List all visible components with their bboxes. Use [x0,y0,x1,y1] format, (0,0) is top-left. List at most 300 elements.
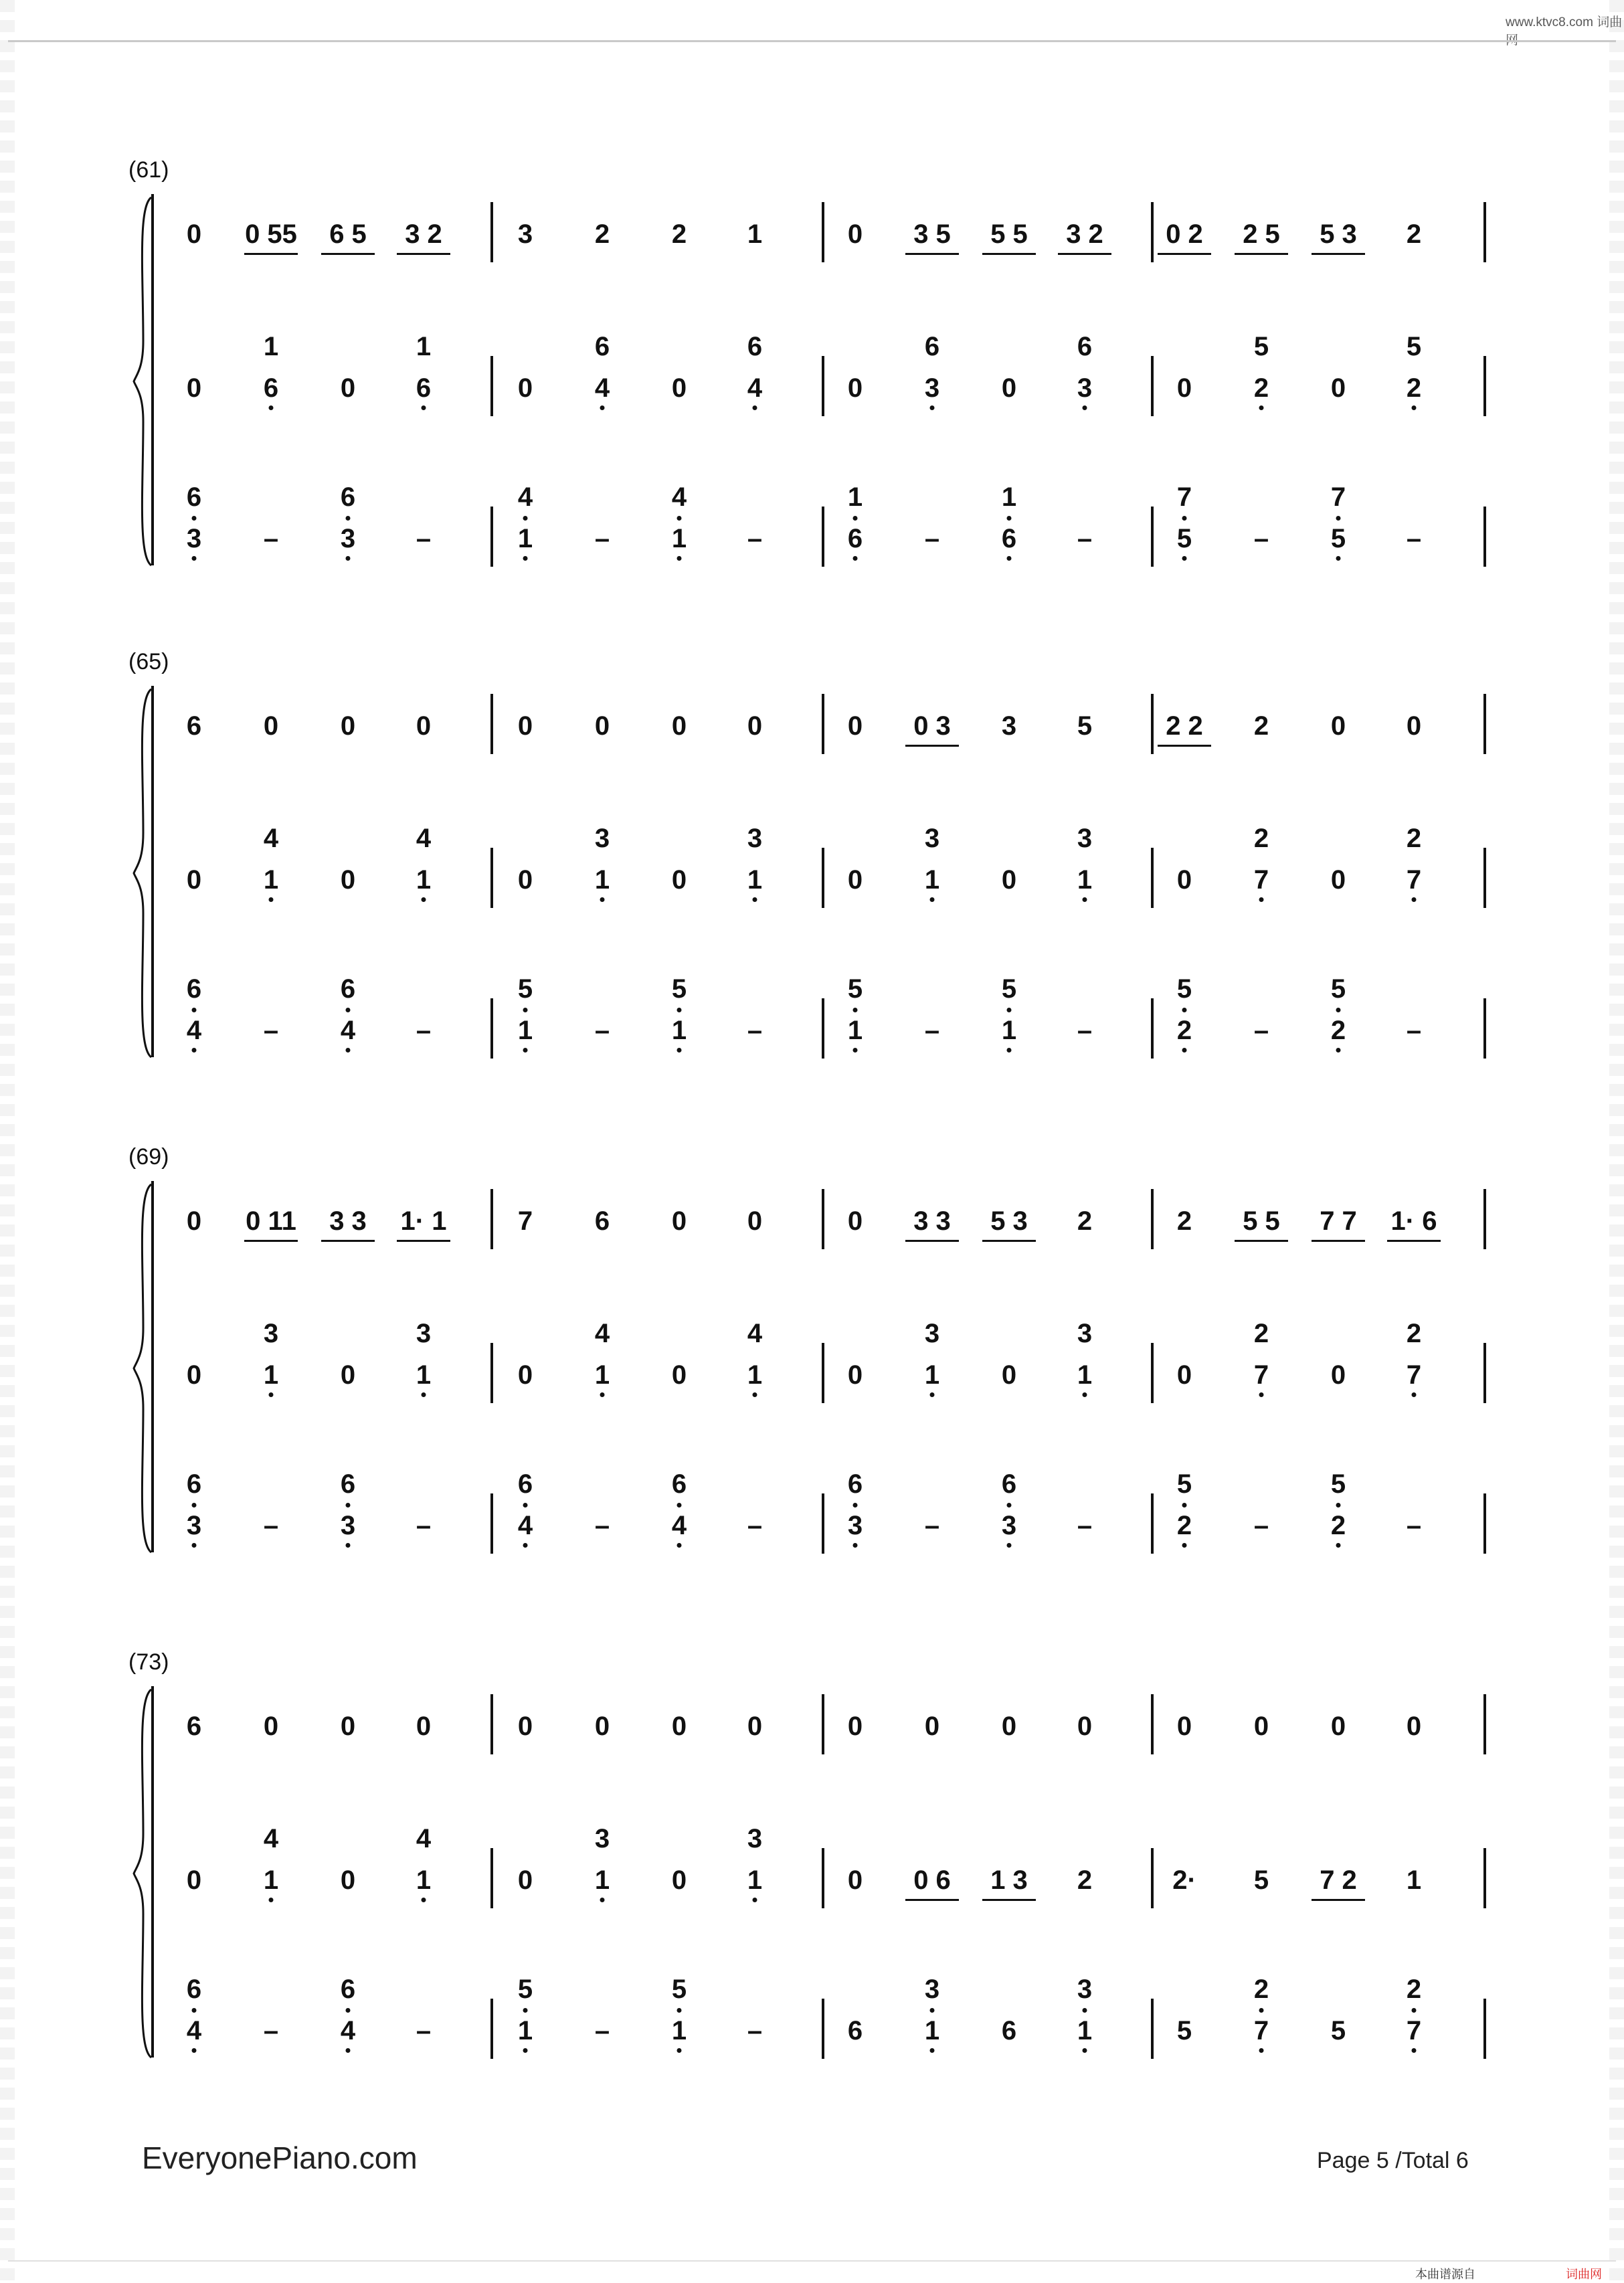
note-upper: 6 [340,1975,356,2004]
note-lower: 1 [747,1360,763,1390]
octave-dot [1259,897,1264,902]
bass-note: – [1406,1511,1422,1540]
middle-note: 0 [671,865,687,895]
note-lower: 7 [1253,1360,1269,1390]
octave-dot [269,1392,274,1397]
melody-note: 3 3 [913,1206,951,1236]
melody-note: 0 55 [245,219,297,249]
octave-dot [1336,1503,1341,1508]
note-lower: 1 [671,524,687,553]
octave-dot [192,556,197,561]
beam-underline [397,253,450,255]
bar-line [1151,1694,1154,1754]
note-lower: 1 [671,1016,687,1045]
melody-note: 0 3 [913,711,951,741]
note-upper: 5 [1176,974,1192,1004]
melody-note: 0 [1253,1712,1269,1741]
bass-note: – [594,2016,610,2045]
note-lower: 4 [340,2016,356,2045]
note-lower: 3 [186,1511,202,1540]
note-upper: 4 [416,824,432,853]
middle-note: 2 [1077,1865,1093,1895]
bar-line [1151,1343,1154,1403]
note-upper: 1 [847,482,863,512]
octave-dot [1182,1503,1187,1508]
octave-dot [1182,1543,1187,1548]
beam-underline [982,1899,1036,1901]
melody-note: 3 2 [1066,219,1103,249]
note-upper: 3 [924,824,940,853]
melody-note: 0 [847,1206,863,1236]
middle-note: 0 [1330,865,1346,895]
melody-note: 6 [186,1712,202,1741]
footer-page: Page 5 /Total 6 [1317,2148,1469,2173]
note-lower: 4 [594,373,610,403]
note-upper: 3 [416,1319,432,1348]
melody-note: 3 [1001,711,1017,741]
octave-dot [1412,1392,1417,1397]
octave-dot [269,897,274,902]
octave-dot [930,2008,935,2013]
note-upper: 7 [1176,482,1192,512]
beam-underline [905,1899,959,1901]
bar-line [1483,694,1486,754]
middle-note: 0 [1001,1360,1017,1390]
header-url: www.ktvc8.com 词曲网 [1506,15,1623,48]
octave-dot [930,897,935,902]
octave-dot [677,1503,682,1508]
octave-dot [677,1543,682,1548]
bass-note: – [1253,1016,1269,1045]
beam-underline [982,1240,1036,1242]
octave-dot [600,405,605,410]
octave-dot [1007,1503,1012,1508]
octave-dot [600,1392,605,1397]
middle-note: 0 [186,1865,202,1895]
note-upper: 5 [1253,332,1269,361]
octave-dot [523,1543,528,1548]
bar-line [1151,1999,1154,2059]
octave-dot [1083,2048,1087,2053]
middle-note: 0 [847,1360,863,1390]
melody-note: 3 3 [329,1206,367,1236]
bar-line [1483,507,1486,567]
note-upper: 5 [1330,1469,1346,1499]
note-lower: 7 [1406,865,1422,895]
note-lower: 6 [847,524,863,553]
octave-dot [853,556,858,561]
melody-note: 6 [186,711,202,741]
bass-note: – [747,524,763,553]
octave-dot [677,1048,682,1053]
system-brace [131,194,158,569]
octave-dot [346,1048,351,1053]
bass-note: – [924,1511,940,1540]
middle-note: 0 [340,1865,356,1895]
middle-note: 0 [1176,865,1192,895]
octave-dot [346,1543,351,1548]
octave-dot [422,1392,426,1397]
melody-note: 2 [671,219,687,249]
bar-line [1483,1999,1486,2059]
bar-line [490,998,493,1059]
bass-note: – [1253,1511,1269,1540]
octave-dot [853,1008,858,1012]
note-lower: 1 [1077,1360,1093,1390]
note-lower: 7 [1253,2016,1269,2045]
note-upper: 6 [847,1469,863,1499]
note-lower: 5 [1330,524,1346,553]
bar-line [1483,998,1486,1059]
octave-dot [1259,2008,1264,2013]
octave-dot [677,2048,682,2053]
octave-dot [1336,516,1341,521]
beam-underline [982,253,1036,255]
melody-note: 0 [1077,1712,1093,1741]
middle-note: 0 [186,865,202,895]
melody-note: 0 [847,711,863,741]
beam-underline [905,253,959,255]
note-lower: 6 [263,373,279,403]
octave-dot [192,516,197,521]
note-lower: 2 [1176,1511,1192,1540]
note-lower: 2 [1176,1016,1192,1045]
bass-note: – [263,1511,279,1540]
melody-note: 0 [263,1712,279,1741]
beam-underline [905,1240,959,1242]
bar-line [490,507,493,567]
melody-note: 1 [747,219,763,249]
melody-note: 0 [671,711,687,741]
melody-note: 0 [1330,711,1346,741]
note-upper: 5 [671,974,687,1004]
system-bracket-line [151,1686,154,2058]
note-upper: 5 [1330,974,1346,1004]
melody-note: 2 [1253,711,1269,741]
octave-dot [523,1503,528,1508]
note-lower: 3 [1001,1511,1017,1540]
bass-note: – [416,1511,432,1540]
melody-note: 2 [1077,1206,1093,1236]
octave-dot [346,2008,351,2013]
melody-note: 0 [594,1712,610,1741]
note-lower: 6 [416,373,432,403]
middle-note: 0 [517,373,533,403]
octave-dot [1259,405,1264,410]
note-upper: 4 [416,1824,432,1853]
note-upper: 1 [1001,482,1017,512]
beam-underline [1158,745,1211,747]
note-lower: 1 [594,1360,610,1390]
footer-site: EveryonePiano.com [142,2140,418,2175]
note-lower: 3 [340,1511,356,1540]
melody-note: 7 [517,1206,533,1236]
melody-note: 2 [594,219,610,249]
note-upper: 5 [517,974,533,1004]
note-upper: 6 [186,1975,202,2004]
bar-line [490,1493,493,1554]
octave-dot [1336,1008,1341,1012]
octave-dot [853,1048,858,1053]
melody-note: 3 2 [405,219,442,249]
bar-line [1151,848,1154,908]
octave-dot [346,2048,351,2053]
note-lower: 2 [1330,1511,1346,1540]
middle-note: 0 [1176,1360,1192,1390]
note-upper: 5 [1176,1469,1192,1499]
octave-dot [600,1898,605,1902]
octave-dot [1007,556,1012,561]
bass-note: – [1253,524,1269,553]
note-upper: 5 [1001,974,1017,1004]
melody-note: 3 [517,219,533,249]
octave-dot [1336,556,1341,561]
note-upper: 5 [847,974,863,1004]
octave-dot [1336,1543,1341,1548]
middle-note: 0 [1330,373,1346,403]
octave-dot [930,1392,935,1397]
note-upper: 2 [1406,1319,1422,1348]
note-upper: 6 [671,1469,687,1499]
octave-dot [192,2048,197,2053]
left-margin-decoration [0,0,15,2283]
middle-note: 0 [1176,373,1192,403]
note-lower: 1 [924,1360,940,1390]
octave-dot [677,556,682,561]
bass-note: – [1077,1016,1093,1045]
note-upper: 6 [517,1469,533,1499]
footer-divider [8,2260,1616,2262]
bar-line [1151,1493,1154,1554]
melody-note: 0 [517,1712,533,1741]
note-lower: 3 [186,524,202,553]
bass-note: – [747,1016,763,1045]
note-upper: 3 [1077,1319,1093,1348]
middle-note: 0 6 [913,1865,951,1895]
octave-dot [677,516,682,521]
note-upper: 4 [747,1319,763,1348]
note-upper: 6 [186,1469,202,1499]
beam-underline [1312,1240,1365,1242]
bar-line [1483,1848,1486,1908]
note-lower: 1 [517,524,533,553]
note-upper: 5 [517,1975,533,2004]
octave-dot [269,1898,274,1902]
middle-note: 0 [847,1865,863,1895]
melody-note: 0 [416,711,432,741]
bass-note: – [924,1016,940,1045]
middle-note: 0 [517,1360,533,1390]
octave-dot [346,516,351,521]
octave-dot [192,1008,197,1012]
middle-note: 0 [340,1360,356,1390]
octave-dot [422,897,426,902]
octave-dot [1182,1008,1187,1012]
corner-brand-label: 词曲网 [1566,2268,1602,2281]
melody-note: 2 [1406,219,1422,249]
middle-note: 2· [1172,1865,1196,1895]
bass-note: 5 [1176,2016,1192,2045]
octave-dot [1083,2008,1087,2013]
octave-dot [753,897,757,902]
note-lower: 1 [747,1865,763,1895]
melody-note: 3 5 [913,219,951,249]
melody-note: 2 5 [1243,219,1280,249]
note-upper: 4 [263,824,279,853]
middle-note: 0 [671,1360,687,1390]
octave-dot [1412,2008,1417,2013]
bar-line [490,356,493,416]
octave-dot [1007,1048,1012,1053]
note-upper: 2 [1253,1975,1269,2004]
melody-note: 0 [847,219,863,249]
bar-line [490,694,493,754]
note-upper: 6 [924,332,940,361]
note-upper: 3 [924,1975,940,2004]
octave-dot [1007,1008,1012,1012]
measure-number: (73) [128,1649,169,1675]
bass-note: – [747,1511,763,1540]
note-lower: 6 [1001,524,1017,553]
note-upper: 6 [594,332,610,361]
octave-dot [346,1503,351,1508]
bar-line [1151,1189,1154,1249]
octave-dot [753,405,757,410]
note-lower: 3 [340,524,356,553]
middle-note: 0 [1330,1360,1346,1390]
note-lower: 1 [517,1016,533,1045]
note-lower: 4 [186,2016,202,2045]
note-lower: 1 [416,1360,432,1390]
bar-line [822,507,824,567]
note-lower: 1 [594,865,610,895]
octave-dot [192,1503,197,1508]
melody-note: 5 5 [990,219,1028,249]
note-lower: 4 [517,1511,533,1540]
note-upper: 2 [1406,824,1422,853]
beam-underline [321,1240,375,1242]
octave-dot [753,1392,757,1397]
octave-dot [853,1503,858,1508]
bass-note: – [594,1016,610,1045]
melody-note: 0 [594,711,610,741]
octave-dot [422,405,426,410]
note-lower: 1 [416,865,432,895]
bar-line [822,1493,824,1554]
bar-line [1151,694,1154,754]
melody-note: 0 [924,1712,940,1741]
melody-note: 0 [517,711,533,741]
octave-dot [1182,556,1187,561]
note-lower: 1 [263,1360,279,1390]
melody-note: 6 5 [329,219,367,249]
bar-line [1483,1694,1486,1754]
note-lower: 1 [847,1016,863,1045]
melody-note: 1· 1 [400,1206,447,1236]
system-bracket-line [151,194,154,565]
melody-note: 0 [671,1206,687,1236]
octave-dot [853,1543,858,1548]
bar-line [822,1343,824,1403]
note-upper: 3 [263,1319,279,1348]
middle-note: 0 [1001,865,1017,895]
octave-dot [422,1898,426,1902]
note-upper: 6 [1001,1469,1017,1499]
melody-note: 5 3 [1320,219,1357,249]
header-divider [8,40,1616,42]
note-upper: 3 [747,824,763,853]
middle-note: 0 [671,1865,687,1895]
beam-underline [1235,1240,1288,1242]
octave-dot [1083,405,1087,410]
melody-note: 5 [1077,711,1093,741]
octave-dot [523,556,528,561]
note-lower: 1 [517,2016,533,2045]
bar-line [822,1694,824,1754]
middle-note: 0 [1001,373,1017,403]
bar-line [822,1189,824,1249]
note-upper: 6 [186,482,202,512]
note-upper: 4 [671,482,687,512]
octave-dot [523,2048,528,2053]
octave-dot [523,1008,528,1012]
note-lower: 1 [263,865,279,895]
middle-note: 0 [340,865,356,895]
melody-note: 0 [747,711,763,741]
octave-dot [1259,1392,1264,1397]
bar-line [1483,1493,1486,1554]
note-upper: 2 [1253,824,1269,853]
octave-dot [1182,1048,1187,1053]
beam-underline [321,253,375,255]
note-upper: 6 [340,482,356,512]
octave-dot [600,897,605,902]
bar-line [1483,1189,1486,1249]
octave-dot [346,1008,351,1012]
bar-line [822,1999,824,2059]
octave-dot [192,1048,197,1053]
middle-note: 0 [517,865,533,895]
note-lower: 1 [671,2016,687,2045]
middle-note: 0 [847,865,863,895]
measure-number: (69) [128,1144,169,1170]
octave-dot [523,516,528,521]
note-upper: 3 [1077,824,1093,853]
note-upper: 6 [1077,332,1093,361]
melody-note: 0 [747,1206,763,1236]
middle-note: 1 3 [990,1865,1028,1895]
octave-dot [1083,1392,1087,1397]
note-upper: 3 [747,1824,763,1853]
bass-note: – [263,1016,279,1045]
octave-dot [192,1543,197,1548]
melody-note: 0 [847,1712,863,1741]
bar-line [822,694,824,754]
octave-dot [930,405,935,410]
note-upper: 6 [186,974,202,1004]
note-lower: 1 [416,1865,432,1895]
note-lower: 2 [1330,1016,1346,1045]
note-upper: 4 [594,1319,610,1348]
bar-line [822,202,824,262]
note-lower: 7 [1253,865,1269,895]
note-upper: 7 [1330,482,1346,512]
bass-note: – [1077,524,1093,553]
melody-note: 0 [340,1712,356,1741]
note-upper: 6 [340,974,356,1004]
bass-note: – [1406,1016,1422,1045]
note-upper: 5 [671,1975,687,2004]
